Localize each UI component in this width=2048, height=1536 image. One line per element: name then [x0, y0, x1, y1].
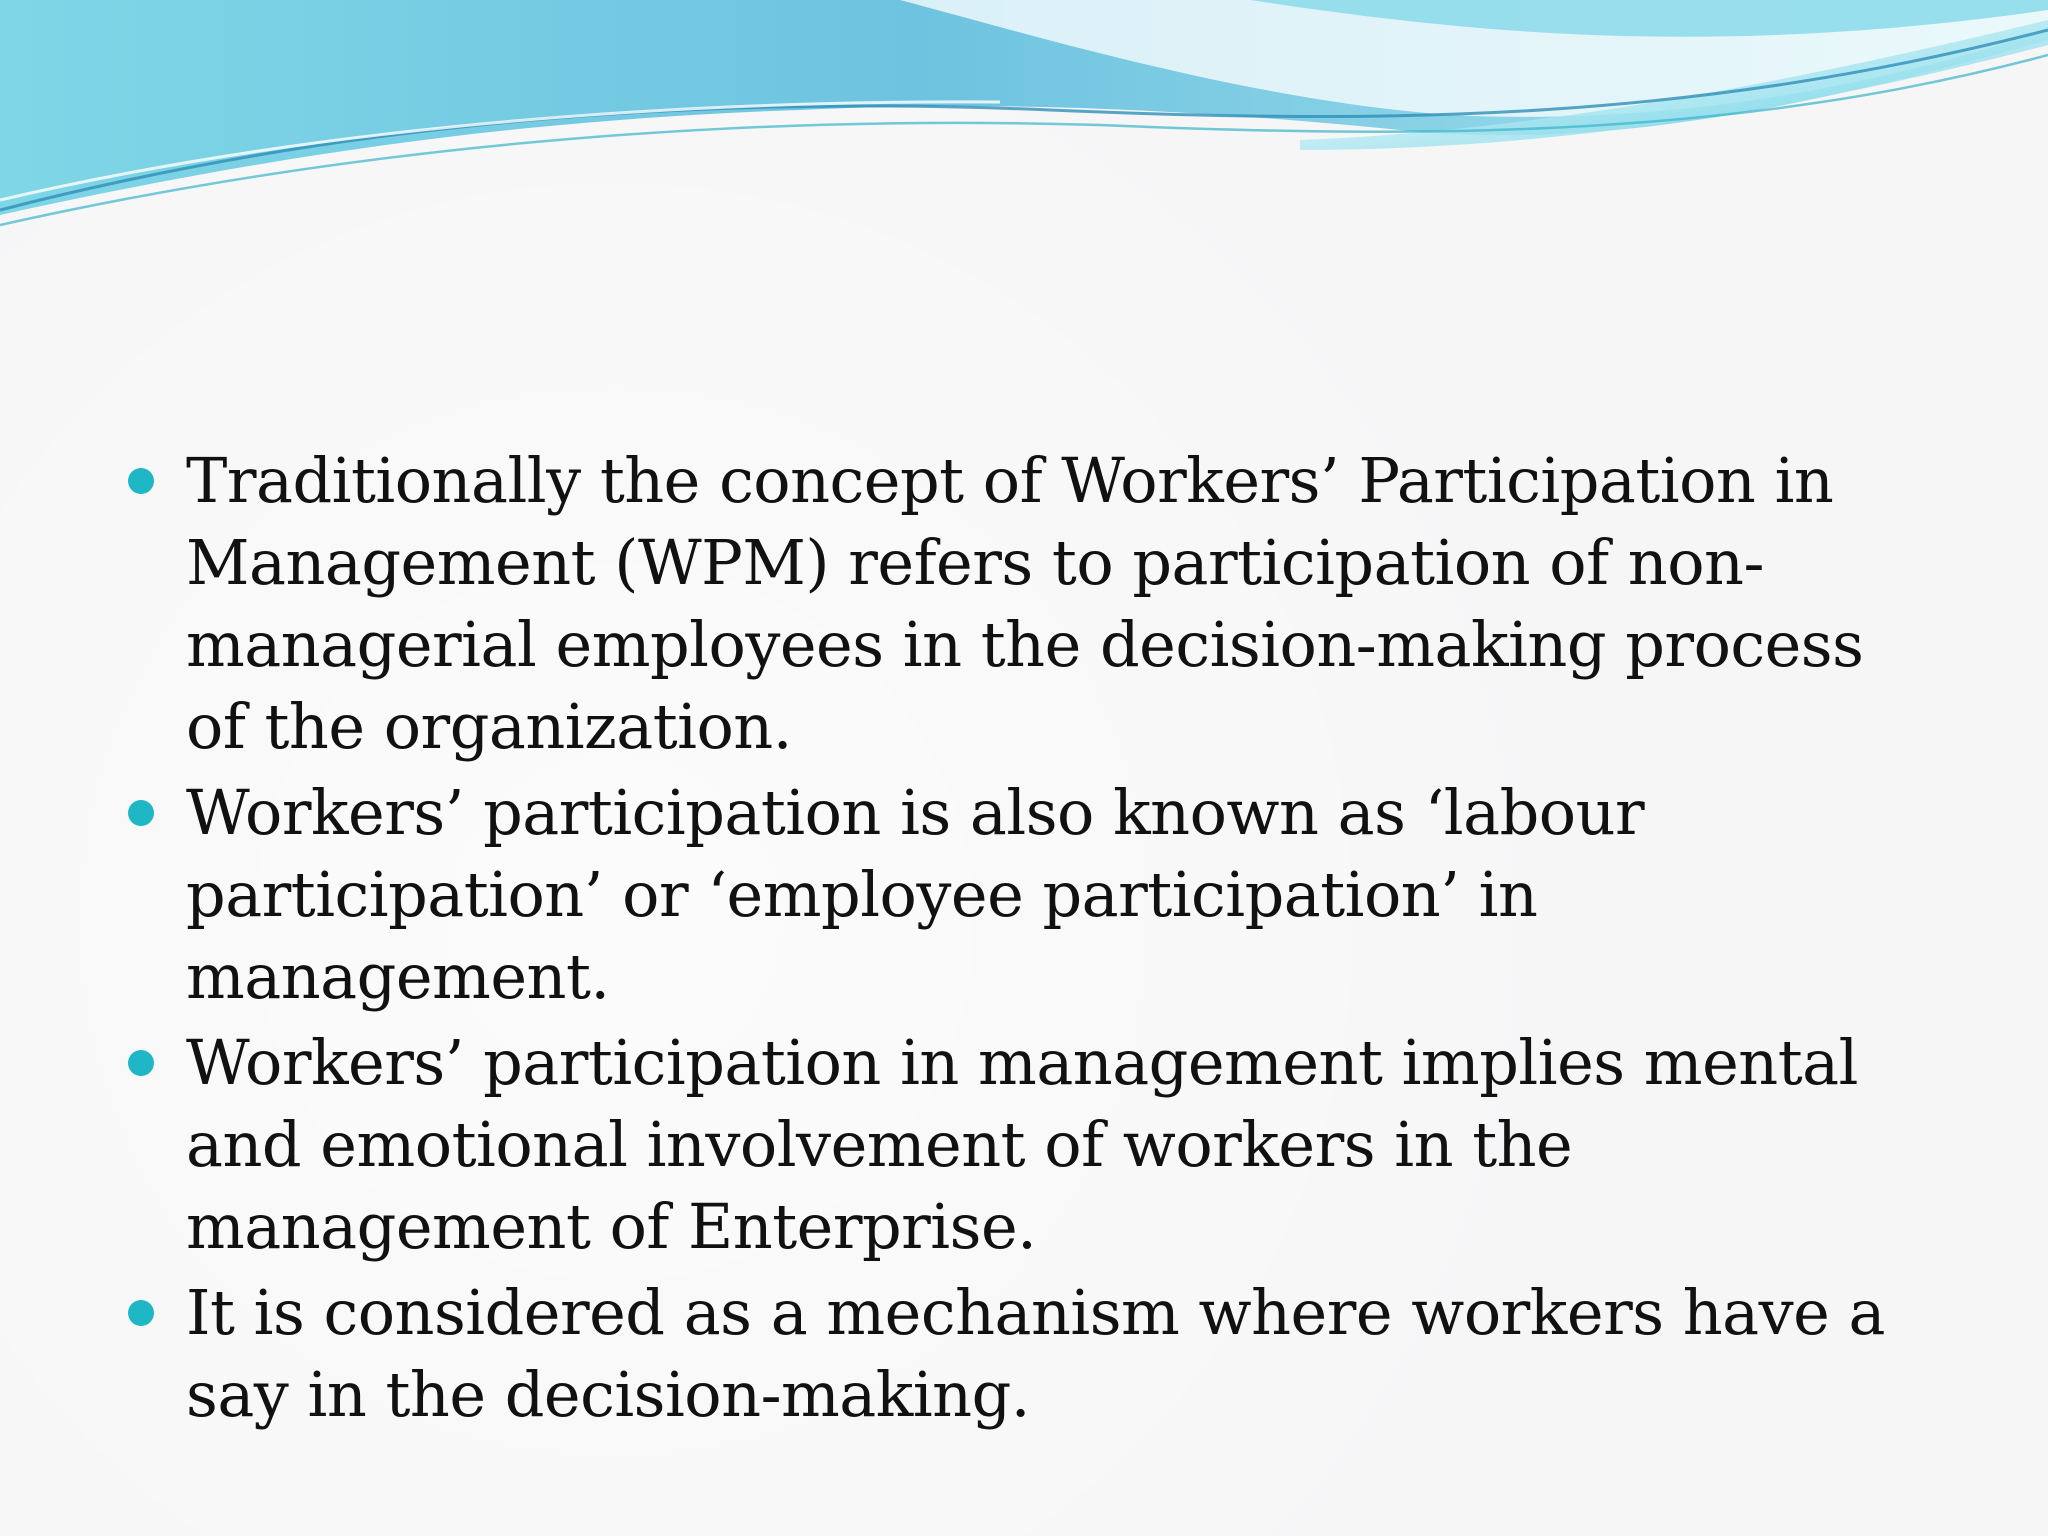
bullet-list — [120, 440, 1920, 1436]
bullet-item — [120, 440, 1920, 768]
circle-bullet-icon — [128, 1300, 154, 1326]
bullet-text: Traditionally the concept of Workers’ Participation in Management (WPM) refers to participation of non-managerial employees in the decision-making process of the organization. — [186, 444, 1864, 763]
decorative-wave-icon — [0, 0, 2048, 240]
bullet-item — [120, 1022, 1920, 1268]
slide-body — [120, 440, 1920, 1440]
bullet-text: Workers’ participation in management implies mental and emotional involvement of workers in the management of Enterprise. — [186, 1026, 1858, 1263]
circle-bullet-icon — [128, 800, 154, 826]
bullet-text: Workers’ participation is also known as ‘labour participation’ or ‘employee participation’ in management. — [186, 776, 1645, 1013]
circle-bullet-icon — [128, 468, 154, 494]
bullet-item — [120, 1272, 1920, 1436]
bullet-text: It is considered as a mechanism where workers have a say in the decision-making. — [186, 1276, 1886, 1431]
bullet-item — [120, 772, 1920, 1018]
circle-bullet-icon — [128, 1050, 154, 1076]
